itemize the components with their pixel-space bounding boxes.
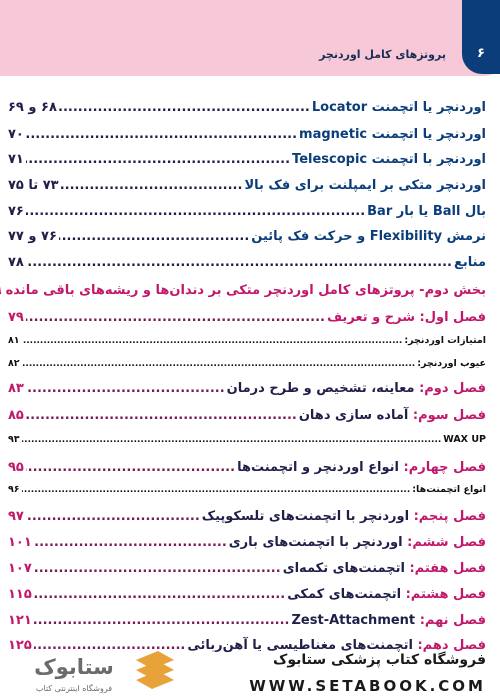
toc-page-number: ۱۲۵	[8, 638, 32, 653]
toc-entry	[8, 229, 486, 244]
logo-tagline: فروشگاه اینترنتی کتاب	[35, 684, 113, 693]
toc-entry-label: اوردنچر متکی بر ایمپلنت برای فک بالا	[244, 178, 486, 193]
toc-chapter-prefix: فصل دوم:	[419, 381, 486, 396]
toc-entry-title	[404, 335, 486, 346]
toc-entry-label: امتیازات اوردنچر:	[404, 335, 486, 346]
toc-entry-label: بخش دوم- پروتزهای کامل اوردنچر متکی بر دندان‌ها و ریشه‌های باقی مانده	[5, 283, 486, 298]
toc-chapter-label: معاینه، تشخیص و طرح درمان	[226, 381, 415, 396]
toc-entry-title	[292, 152, 486, 167]
toc-entry	[8, 127, 486, 142]
toc-entry	[8, 535, 486, 550]
toc-entry-title	[312, 100, 486, 115]
toc-chapter-label: اوردنچر با اتچمنت‌های تلسکوپیک	[201, 509, 410, 524]
dot-leader	[61, 178, 243, 193]
toc-page-number: ۷۶ و ۷۷	[8, 229, 57, 244]
toc-entry-title	[287, 587, 486, 602]
toc-page-number: ۹۵	[8, 460, 24, 475]
dot-leader	[26, 255, 452, 270]
toc-chapter-label: اتچمنت‌های مغناطیسی یا آهن‌ربائی	[187, 638, 413, 653]
toc-entry-title	[187, 638, 486, 653]
dot-leader	[26, 460, 235, 475]
toc-chapter-label: آماده سازی دهان	[298, 408, 409, 423]
toc-chapter-prefix: فصل پنجم:	[413, 509, 486, 524]
dot-leader	[34, 613, 290, 628]
toc-entry-label: بال Ball یا بار Bar	[367, 204, 486, 219]
toc-chapter-prefix: فصل هشتم:	[405, 587, 486, 602]
logo-wordmark: ستابوک	[34, 655, 114, 679]
toc-entry	[8, 152, 486, 167]
toc-page-number: ۷۰	[8, 127, 24, 142]
toc-page-number: ۹۶	[8, 484, 20, 495]
running-header-title: پروتزهای کامل اوردنچر	[319, 48, 446, 61]
toc-entry	[8, 381, 486, 396]
toc-entry-title	[367, 204, 486, 219]
toc-entry-title	[283, 561, 486, 576]
toc-entry-title	[202, 509, 486, 524]
dot-leader	[22, 359, 416, 369]
toc-entry	[8, 358, 486, 369]
toc-entry	[8, 561, 486, 576]
toc-entry-title	[244, 178, 486, 193]
page-number: ۶	[477, 46, 485, 61]
toc-page-number: ۷۶	[8, 204, 24, 219]
toc-chapter-prefix: فصل نهم:	[419, 613, 486, 628]
toc-entry-title	[251, 229, 486, 244]
toc-entry-label: انواع اتچمنت‌ها:	[412, 484, 486, 495]
toc-chapter-label: Zest-Attachment	[291, 613, 416, 628]
toc-entry-label: اوردنچر با اتچمنت Telescopic	[292, 152, 486, 167]
dot-leader	[22, 435, 442, 445]
toc-page-number	[0, 283, 2, 298]
dot-leader	[34, 587, 285, 602]
toc-chapter-label: اتچمنت‌های تکمه‌ای	[282, 561, 405, 576]
toc-entry	[8, 100, 486, 115]
toc-chapter-prefix: فصل هفتم:	[409, 561, 486, 576]
toc-chapter-prefix: فصل سوم:	[412, 408, 486, 423]
toc-entry-title	[412, 484, 486, 495]
footer-shop-name: فروشگاه کتاب پزشکی ستابوک	[273, 652, 486, 668]
dot-leader	[59, 100, 310, 115]
toc-entry-label: نرمش Flexibility و حرکت فک پائین	[251, 229, 486, 244]
dot-leader	[59, 229, 249, 244]
footer-website: WWW.SETABOOK.COM	[249, 677, 486, 695]
dot-leader	[26, 152, 290, 167]
toc-entry	[8, 587, 486, 602]
toc-chapter-label: اوردنچر با اتچمنت‌های باری	[228, 535, 403, 550]
dot-leader	[26, 127, 297, 142]
dot-leader	[22, 485, 411, 495]
toc-entry-title	[417, 358, 486, 369]
toc-chapter-label: اتچمنت‌های کمکی	[287, 587, 402, 602]
toc-entry	[8, 255, 486, 270]
toc-chapter-label: انواع اوردنچر و اتچمنت‌ها	[237, 460, 399, 475]
toc-entry	[8, 484, 486, 495]
toc-entry-title	[299, 408, 486, 423]
toc-page-number: ۸۳	[8, 381, 24, 396]
dot-leader	[22, 336, 403, 346]
dot-leader	[26, 204, 365, 219]
setabook-logo	[8, 646, 178, 698]
toc-entry-title	[229, 535, 486, 550]
dot-leader	[26, 509, 200, 524]
toc-page-number: ۱۰۱	[8, 535, 32, 550]
toc-page-number: ۱۲۱	[8, 613, 32, 628]
dot-leader	[26, 310, 325, 325]
toc-page-number: ۱۱۵	[8, 587, 32, 602]
toc-entry-title	[443, 434, 486, 445]
toc-page-number: ۷۹	[8, 310, 24, 325]
toc-page-number: ۷۱	[8, 152, 24, 167]
toc-entry-title	[327, 310, 486, 325]
toc-entry	[8, 408, 486, 423]
toc-entry	[8, 434, 486, 445]
toc-entry	[5, 283, 486, 298]
book-stack-icon	[136, 651, 174, 689]
toc-page-number: ۸۵	[8, 408, 24, 423]
toc-page-number: ۷۸	[8, 255, 24, 270]
toc-page-number: ۶۸ و ۶۹	[8, 100, 57, 115]
toc-entry	[8, 310, 486, 325]
toc-chapter-prefix: فصل چهارم:	[403, 460, 486, 475]
toc-entry-label: اوردنچر یا اتچمنت Locator	[311, 100, 486, 115]
toc-entry	[8, 509, 486, 524]
toc-entry-title	[292, 613, 487, 628]
toc-entry-label: عیوب اوردنچر:	[417, 358, 486, 369]
toc-entry-label: WAX UP	[443, 434, 486, 445]
toc-page-number: ۱۰۷	[8, 561, 32, 576]
dot-leader	[34, 561, 281, 576]
toc-page-number: ۸۱	[8, 335, 20, 346]
dot-leader	[26, 408, 297, 423]
toc-entry	[8, 613, 486, 628]
toc-entry-title	[454, 255, 486, 270]
header-banner	[0, 0, 500, 76]
toc-entry-title	[227, 381, 486, 396]
toc-entry-title	[237, 460, 486, 475]
toc-entry-label: اوردنچر یا اتچمنت magnetic	[299, 127, 486, 142]
toc-entry	[8, 204, 486, 219]
toc-chapter-prefix: فصل ششم:	[407, 535, 486, 550]
dot-leader	[34, 535, 227, 550]
toc-page-number: ۸۲	[8, 358, 20, 369]
toc-page-number: ۹۷	[8, 509, 24, 524]
toc-entry-label: فصل اول: شرح و تعریف	[326, 310, 486, 325]
dot-leader	[26, 381, 225, 396]
toc-page-number: ۷۳ تا ۷۵	[8, 178, 59, 193]
toc-entry	[8, 178, 486, 193]
toc-entry-title	[299, 127, 486, 142]
toc-page-number: ۹۳	[8, 434, 20, 445]
toc-entry-label: منابع	[454, 255, 486, 270]
page-number-tab	[462, 0, 500, 74]
toc-entry	[8, 460, 486, 475]
toc-entry-title	[6, 283, 486, 298]
toc-chapter-prefix: فصل دهم:	[417, 638, 486, 653]
toc-entry	[8, 335, 486, 346]
